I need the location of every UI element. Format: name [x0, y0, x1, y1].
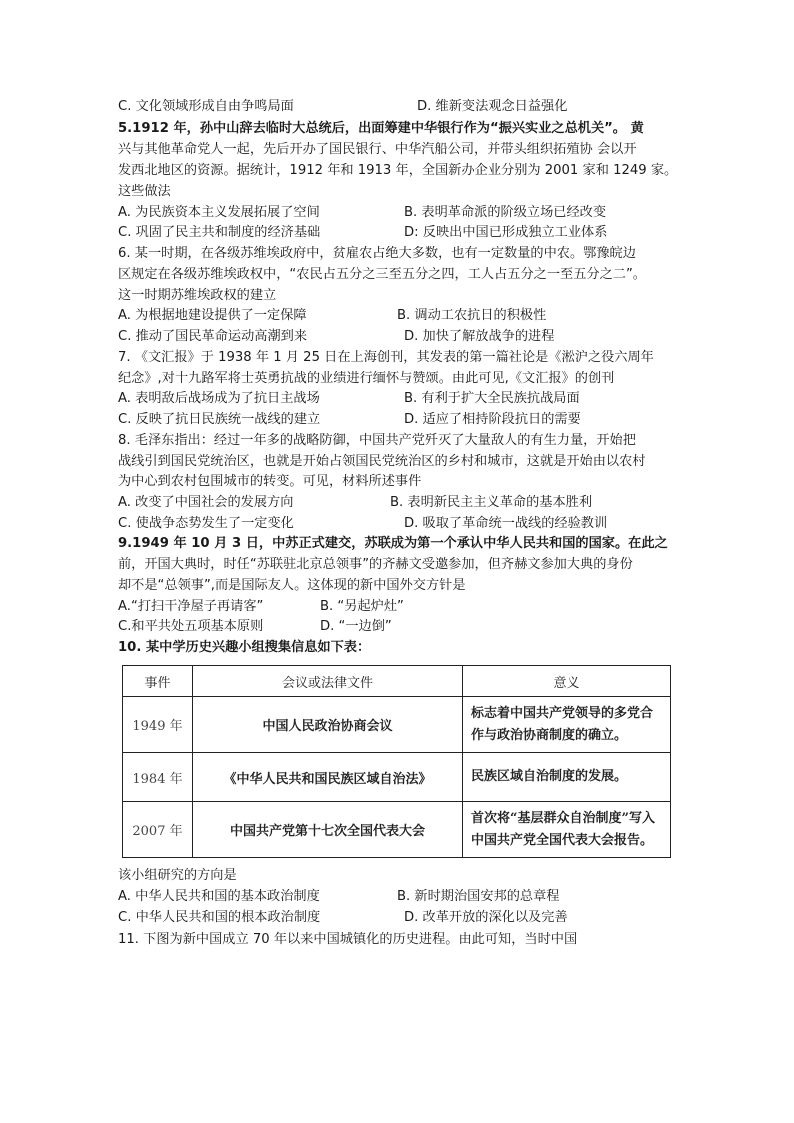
- table-cell-document: 中国人民政治协商会议: [193, 697, 463, 753]
- table-header-significance: 意义: [463, 666, 671, 697]
- option-q9-a: A.“打扫干净屋子再请客”: [118, 599, 264, 614]
- option-q9-d: D. “一边倒”: [320, 619, 392, 634]
- option-q7-a: A. 表明敌后战场成为了抗日主战场: [118, 391, 320, 406]
- option-q8-c: C. 使战争态势发生了一定变化: [118, 516, 294, 531]
- option-q8-d: D. 吸取了革命统一战线的经验教训: [404, 516, 608, 531]
- question-8-line-1: 8. 毛泽东指出：经过一年多的战略防御，中国共产党歼灭了大量敌人的有生力量，开始把: [118, 433, 636, 448]
- question-6-line-1: 6. 某一时期，在各级苏维埃政府中，贫雇农占绝大多数，也有一定数量的中农。鄂豫皖边: [118, 246, 636, 261]
- option-q6-c: C. 推动了国民革命运动高潮到来: [118, 329, 308, 344]
- option-q5-c: C. 巩固了民主共和制度的经济基础: [118, 225, 321, 240]
- option-q4-c: C. 文化领域形成自由争鸣局面: [118, 99, 294, 114]
- table-cell-document: 《中华人民共和国民族区域自治法》: [193, 753, 463, 802]
- table-cell-year: 2007 年: [123, 802, 193, 858]
- option-q4-d: D. 维新变法观念日益强化: [417, 99, 568, 114]
- table-header-document: 会议或法律文件: [193, 666, 463, 697]
- question-10-stem: 10. 某中学历史兴趣小组搜集信息如下表：: [118, 640, 371, 655]
- table-row: [123, 697, 671, 753]
- table-cell-significance: 标志着中国共产党领导的多党合作与政治协商制度的确立。: [463, 697, 671, 753]
- option-q7-b: B. 有利于扩大全民族抗战局面: [404, 391, 580, 406]
- question-9-line-3: 却不是“总领事”,而是国际友人。这体现的新中国外交方针是: [118, 578, 466, 593]
- question-9-line-1: 9.1949 年 10 月 3 日，中苏正式建交，苏联成为第一个承认中华人民共和国的国家。在此之: [118, 536, 668, 551]
- option-q5-a: A. 为民族资本主义发展拓展了空间: [118, 205, 320, 220]
- table-cell-document: 中国共产党第十七次全国代表大会: [193, 802, 463, 858]
- option-q9-c: C.和平共处五项基本原则: [118, 619, 264, 634]
- question-7-line-1: 7. 《文汇报》于 1938 年 1 月 25 日在上海创刊，其发表的第一篇社论是《淞沪之役六周年: [118, 350, 654, 365]
- question-5-line-1: 5.1912 年，孙中山辞去临时大总统后，出面筹建中华银行作为“振兴实业之总机关”。 黄: [118, 121, 644, 136]
- option-q9-b: B. “另起炉灶”: [320, 599, 404, 614]
- question-5-line-2: 兴与其他革命党人一起，先后开办了国民银行、中华汽船公司，并带头组织拓殖协 会以开: [118, 142, 637, 157]
- question-6-line-2: 区规定在各级苏维埃政权中，“农民占五分之三至五分之四，工人占五分之一至五分之二”。: [118, 267, 646, 282]
- table-cell-year: 1984 年: [123, 753, 193, 802]
- table-header-event: 事件: [123, 666, 193, 697]
- option-q5-d: D: 反映出中国已形成独立工业体系: [404, 225, 608, 240]
- table-row: [123, 753, 671, 802]
- option-q7-c: C. 反映了抗日民族统一战线的建立: [118, 412, 321, 427]
- option-q6-a: A. 为根据地建设提供了一定保障: [118, 308, 307, 323]
- option-q10-c: C. 中华人民共和国的根本政治制度: [118, 910, 321, 925]
- table-cell-significance: 民族区域自治制度的发展。: [463, 753, 671, 802]
- question-10-prompt: 该小组研究的方向是: [118, 868, 237, 883]
- question-7-line-2: 纪念》,对十九路军将士英勇抗战的业绩进行缅怀与赞颂。由此可见,《文汇报》的创刊: [118, 371, 615, 386]
- option-q6-b: B. 调动工农抗日的积极性: [397, 308, 547, 323]
- question-8-line-2: 战线引到国民党统治区，也就是开始占领国民党统治区的乡村和城市，这就是开始由以农村: [118, 454, 646, 469]
- question-5-line-3: 发西北地区的资源。据统计，1912 年和 1913 年，全国新办企业分别为 2001 家和 1249 家。: [118, 163, 678, 178]
- table-header-row: [123, 666, 671, 697]
- option-q10-d: D. 改革开放的深化以及完善: [404, 910, 568, 925]
- option-q10-a: A. 中华人民共和国的基本政治制度: [118, 889, 320, 904]
- question-8-line-3: 为中心到农村包围城市的转变。可见，材料所述事件: [118, 474, 422, 489]
- table-cell-significance: 首次将“基层群众自治制度”写入中国共产党全国代表大会报告。: [463, 802, 671, 858]
- question-9-line-2: 前，开国大典时，时任“苏联驻北京总领事”的齐赫文受邀参加，但齐赫文参加大典的身份: [118, 557, 633, 572]
- option-q7-d: D. 适应了相持阶段抗日的需要: [404, 412, 581, 427]
- table-row: [123, 802, 671, 858]
- info-table: [122, 665, 671, 858]
- option-q10-b: B. 新时期治国安邦的总章程: [397, 889, 560, 904]
- question-11-stem: 11. 下图为新中国成立 70 年以来中国城镇化的历史进程。由此可知，当时中国: [118, 932, 578, 947]
- table-cell-year: 1949 年: [123, 697, 193, 753]
- option-q5-b: B. 表明革命派的阶级立场已经改变: [404, 205, 607, 220]
- option-q8-a: A. 改变了中国社会的发展方向: [118, 495, 294, 510]
- question-6-line-3: 这一时期苏维埃政权的建立: [118, 288, 277, 303]
- question-5-line-4: 这些做法: [118, 184, 171, 199]
- option-q8-b: B. 表明新民主主义革命的基本胜利: [390, 495, 593, 510]
- option-q6-d: D. 加快了解放战争的进程: [404, 329, 555, 344]
